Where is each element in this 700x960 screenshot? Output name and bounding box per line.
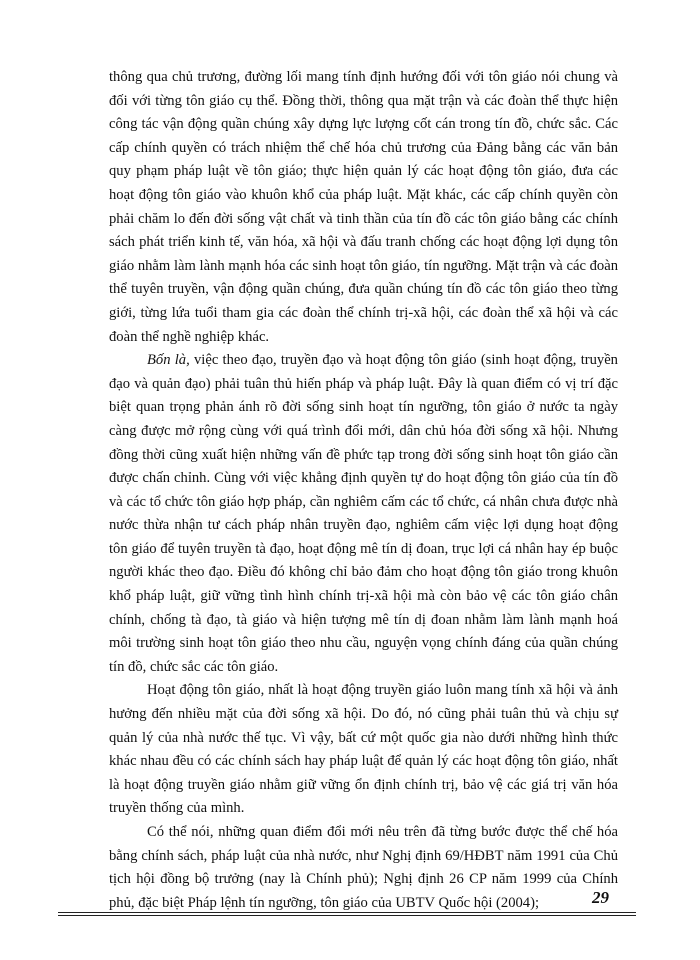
paragraph-4: Có thể nói, những quan điểm đổi mới nêu trên đã từng bước được thể chế hóa bằng chính sách, pháp luật của nhà nước, như Nghị định 69/HĐBT năm 1991 của Chủ tịch hội đồng bộ trưởng (nay là Chính phủ); Nghị định 26 CP năm 1999 của Chính phủ, đặc biệt Pháp lệnh tín ngưỡng, tôn giáo của UBTV Quốc hội (2004); — [109, 824, 618, 911]
page-number: 29 — [592, 888, 609, 907]
paragraph-2-lead: Bốn là, — [147, 352, 190, 369]
paragraph-1: thông qua chủ trương, đường lối mang tính định hướng đối với tôn giáo nói chung và đối với từng tôn giáo cụ thể. Đồng thời, thông qua mặt trận và các đoàn thể thực hiện công tác vận động quần chúng xây dựng lực lượng cốt cán trong tín đồ, chức sắc. Các cấp chính quyền có trách nhiệm thể chế hóa chủ trương của Đảng bằng các văn bản quy phạm pháp luật về tôn giáo; thực hiện quản lý các hoạt động tôn giáo, đưa các hoạt động tôn giáo vào khuôn khổ của pháp luật. Mặt khác, các cấp chính quyền còn phải chăm lo đến đời sống vật chất và tinh thần của tín đồ các tôn giáo bằng các chính sách phát triển kinh tế, văn hóa, xã hội và đấu tranh chống các hoạt động lợi dụng tôn giáo nhằm làm lành mạnh hóa các sinh hoạt tôn giáo, tín ngưỡng. Mặt trận và các đoàn thể tuyên truyền, vận động quần chúng, đưa quần chúng tín đồ các tôn giáo theo từng giới, từng lứa tuổi tham gia các đoàn thể chính trị-xã hội, các đoàn thể xã hội và các đoàn thể nghề nghiệp khác. — [109, 69, 618, 345]
document-body — [109, 66, 618, 915]
paragraph-2 — [109, 349, 618, 679]
footer-rule-bottom — [58, 915, 636, 916]
paragraph-2-text: việc theo đạo, truyền đạo và hoạt động tôn giáo (sinh hoạt động, truyền đạo và quản đạo) phải tuân thủ hiến pháp và pháp luật. Đây là quan điểm có vị trí đặc biệt quan trọng phản ánh rõ đời sống sinh hoạt tín ngưỡng, tôn giáo ở nước ta ngày càng được mở rộng cùng với quá trình đổi mới, dân chủ hóa đời sống xã hội. Nhưng đồng thời cũng xuất hiện những vấn đề phức tạp trong đời sống sinh hoạt tôn giáo cần được chấn chỉnh. Cùng với việc khẳng định quyền tự do hoạt động tôn giáo của tín đồ và các tổ chức tôn giáo hợp pháp, cần nghiêm cấm các tổ chức, cá nhân chưa được nhà nước thừa nhận tư cách pháp nhân truyền đạo, nghiêm cấm việc lợi dụng hoạt động tôn giáo để tuyên truyền tà đạo, hoạt động mê tín dị đoan, trục lợi cá nhân hay ép buộc người khác theo đạo. Điều đó không chỉ bảo đảm cho hoạt động tôn giáo trong khuôn khổ pháp luật, giữ vững tình hình chính trị-xã hội mà còn bảo vệ các tôn giáo chân chính, chống tà đạo, tà giáo và hiện tượng mê tín dị đoan nhằm làm lành mạnh hoá môi trường sinh hoạt tôn giáo theo nhu cầu, nguyện vọng chính đáng của quần chúng tín đồ, chức sắc các tôn giáo. — [109, 352, 618, 675]
paragraph-3: Hoạt động tôn giáo, nhất là hoạt động truyền giáo luôn mang tính xã hội và ảnh hưởng đến nhiều mặt của đời sống xã hội. Do đó, nó cũng phải tuân thủ và chịu sự quản lý của nhà nước thế tục. Vì vậy, bất cứ một quốc gia nào dưới những hình thức khác nhau đều có các chính sách hay pháp luật để quản lý các hoạt động tôn giáo, nhất là hoạt động truyền giáo nhằm giữ vững ổn định chính trị, bảo vệ các giá trị văn hóa truyền thống của mình. — [109, 682, 618, 817]
footer-rule-top — [58, 912, 636, 913]
